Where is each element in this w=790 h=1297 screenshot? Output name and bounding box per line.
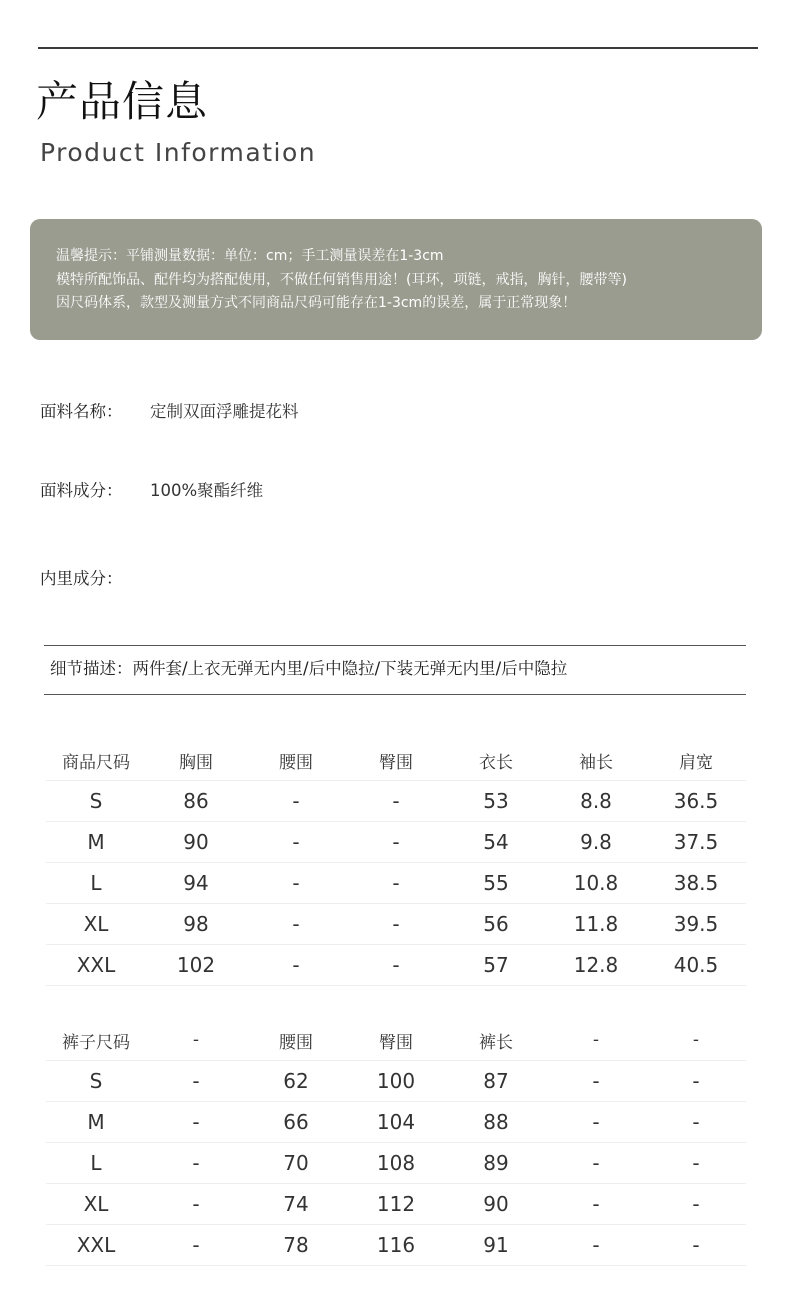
header-cell: - [546,1020,646,1061]
table-row [46,1102,746,1143]
table-header-row [46,1020,746,1061]
notice-line: 模特所配饰品、配件均为搭配使用，不做任何销售用途！(耳环，项链，戒指，胸针，腰带等) [56,271,627,288]
table-cell: 11.8 [546,904,646,945]
table-cell: XL [46,904,146,945]
table-cell: 38.5 [646,863,746,904]
detail-value: 两件套/上衣无弹无内里/后中隐拉/下装无弹无内里/后中隐拉 [132,659,568,678]
table-cell: 90 [146,822,246,863]
header-cell: 商品尺码 [46,740,146,781]
header-cell: 肩宽 [646,740,746,781]
table-cell: 70 [246,1143,346,1184]
table-cell: 86 [146,781,246,822]
table-row [46,781,746,822]
table-cell: 90 [446,1184,546,1225]
table-cell: - [146,1143,246,1184]
table-cell: 66 [246,1102,346,1143]
table-cell: 36.5 [646,781,746,822]
table-cell: - [646,1143,746,1184]
header-cell: 裤长 [446,1020,546,1061]
table-row [46,1061,746,1102]
table-cell: 53 [446,781,546,822]
table-cell: 94 [146,863,246,904]
table-row [46,1184,746,1225]
notice-box [30,219,762,340]
table-cell: - [146,1061,246,1102]
table-row [46,863,746,904]
table-cell: - [546,1143,646,1184]
page-subtitle: Product Information [40,138,317,167]
table-cell: 78 [246,1225,346,1266]
fabric-composition-label: 面料成分： [40,481,123,500]
pants-size-table [46,1020,746,1266]
table-cell: 116 [346,1225,446,1266]
lining-composition-row [40,567,123,591]
table-cell: - [646,1225,746,1266]
table-cell: 104 [346,1102,446,1143]
header-cell: - [146,1020,246,1061]
header-cell: 腰围 [246,740,346,781]
table-cell: - [246,945,346,986]
table-cell: 108 [346,1143,446,1184]
table-header-row [46,740,746,781]
table-row [46,904,746,945]
table-cell: L [46,863,146,904]
table-cell: 87 [446,1061,546,1102]
table-row [46,945,746,986]
table-cell: 102 [146,945,246,986]
table-row [46,1143,746,1184]
table-cell: 39.5 [646,904,746,945]
page-title: 产品信息 [36,77,209,126]
header-cell: 臀围 [346,1020,446,1061]
table-cell: XXL [46,945,146,986]
table-cell: 56 [446,904,546,945]
fabric-name-row [40,400,299,424]
table-row [46,1225,746,1266]
table-cell: - [346,945,446,986]
table-cell: - [646,1061,746,1102]
table-cell: - [346,822,446,863]
table-cell: 12.8 [546,945,646,986]
table-cell: - [146,1184,246,1225]
fabric-composition-row [40,479,264,503]
table-cell: - [346,904,446,945]
table-cell: 89 [446,1143,546,1184]
table-cell: - [546,1102,646,1143]
header-cell: 衣长 [446,740,546,781]
table-cell: 54 [446,822,546,863]
table-cell: S [46,781,146,822]
table-cell: - [646,1102,746,1143]
fabric-composition-value: 100%聚酯纤维 [150,481,264,500]
table-cell: 100 [346,1061,446,1102]
table-cell: M [46,1102,146,1143]
fabric-name-label: 面料名称： [40,402,123,421]
table-cell: 112 [346,1184,446,1225]
table-cell: 74 [246,1184,346,1225]
table-cell: 55 [446,863,546,904]
table-cell: - [346,781,446,822]
table-cell: L [46,1143,146,1184]
detail-label: 细节描述： [50,659,133,678]
notice-line: 因尺码体系，款型及测量方式不同商品尺码可能存在1-3cm的误差，属于正常现象！ [56,295,577,311]
header-cell: 袖长 [546,740,646,781]
header-cell: 腰围 [246,1020,346,1061]
table-cell: - [546,1184,646,1225]
table-cell: - [246,863,346,904]
fabric-name-value: 定制双面浮雕提花料 [150,402,299,421]
detail-row [50,657,567,681]
table-cell: 91 [446,1225,546,1266]
table-cell: 37.5 [646,822,746,863]
table-cell: 98 [146,904,246,945]
table-cell: S [46,1061,146,1102]
table-cell: - [146,1102,246,1143]
table-cell: 9.8 [546,822,646,863]
table-cell: - [146,1225,246,1266]
table-cell: - [546,1061,646,1102]
table-cell: XL [46,1184,146,1225]
table-row [46,822,746,863]
table-cell: - [246,822,346,863]
table-cell: 8.8 [546,781,646,822]
lining-composition-label: 内里成分： [40,569,123,588]
table-cell: M [46,822,146,863]
table-cell: 10.8 [546,863,646,904]
table-cell: - [246,781,346,822]
header-cell: 裤子尺码 [46,1020,146,1061]
detail-bottom-divider [44,694,746,695]
header-cell: 臀围 [346,740,446,781]
top-size-table [46,740,746,986]
header-cell: - [646,1020,746,1061]
detail-top-divider [44,645,746,646]
table-cell: 62 [246,1061,346,1102]
table-cell: - [246,904,346,945]
table-cell: XXL [46,1225,146,1266]
notice-line: 温馨提示：平铺测量数据：单位：cm；手工测量误差在1-3cm [56,248,444,264]
table-cell: 88 [446,1102,546,1143]
header-cell: 胸围 [146,740,246,781]
table-cell: - [646,1184,746,1225]
table-cell: - [546,1225,646,1266]
table-cell: 40.5 [646,945,746,986]
table-cell: 57 [446,945,546,986]
table-cell: - [346,863,446,904]
top-divider [38,47,758,49]
